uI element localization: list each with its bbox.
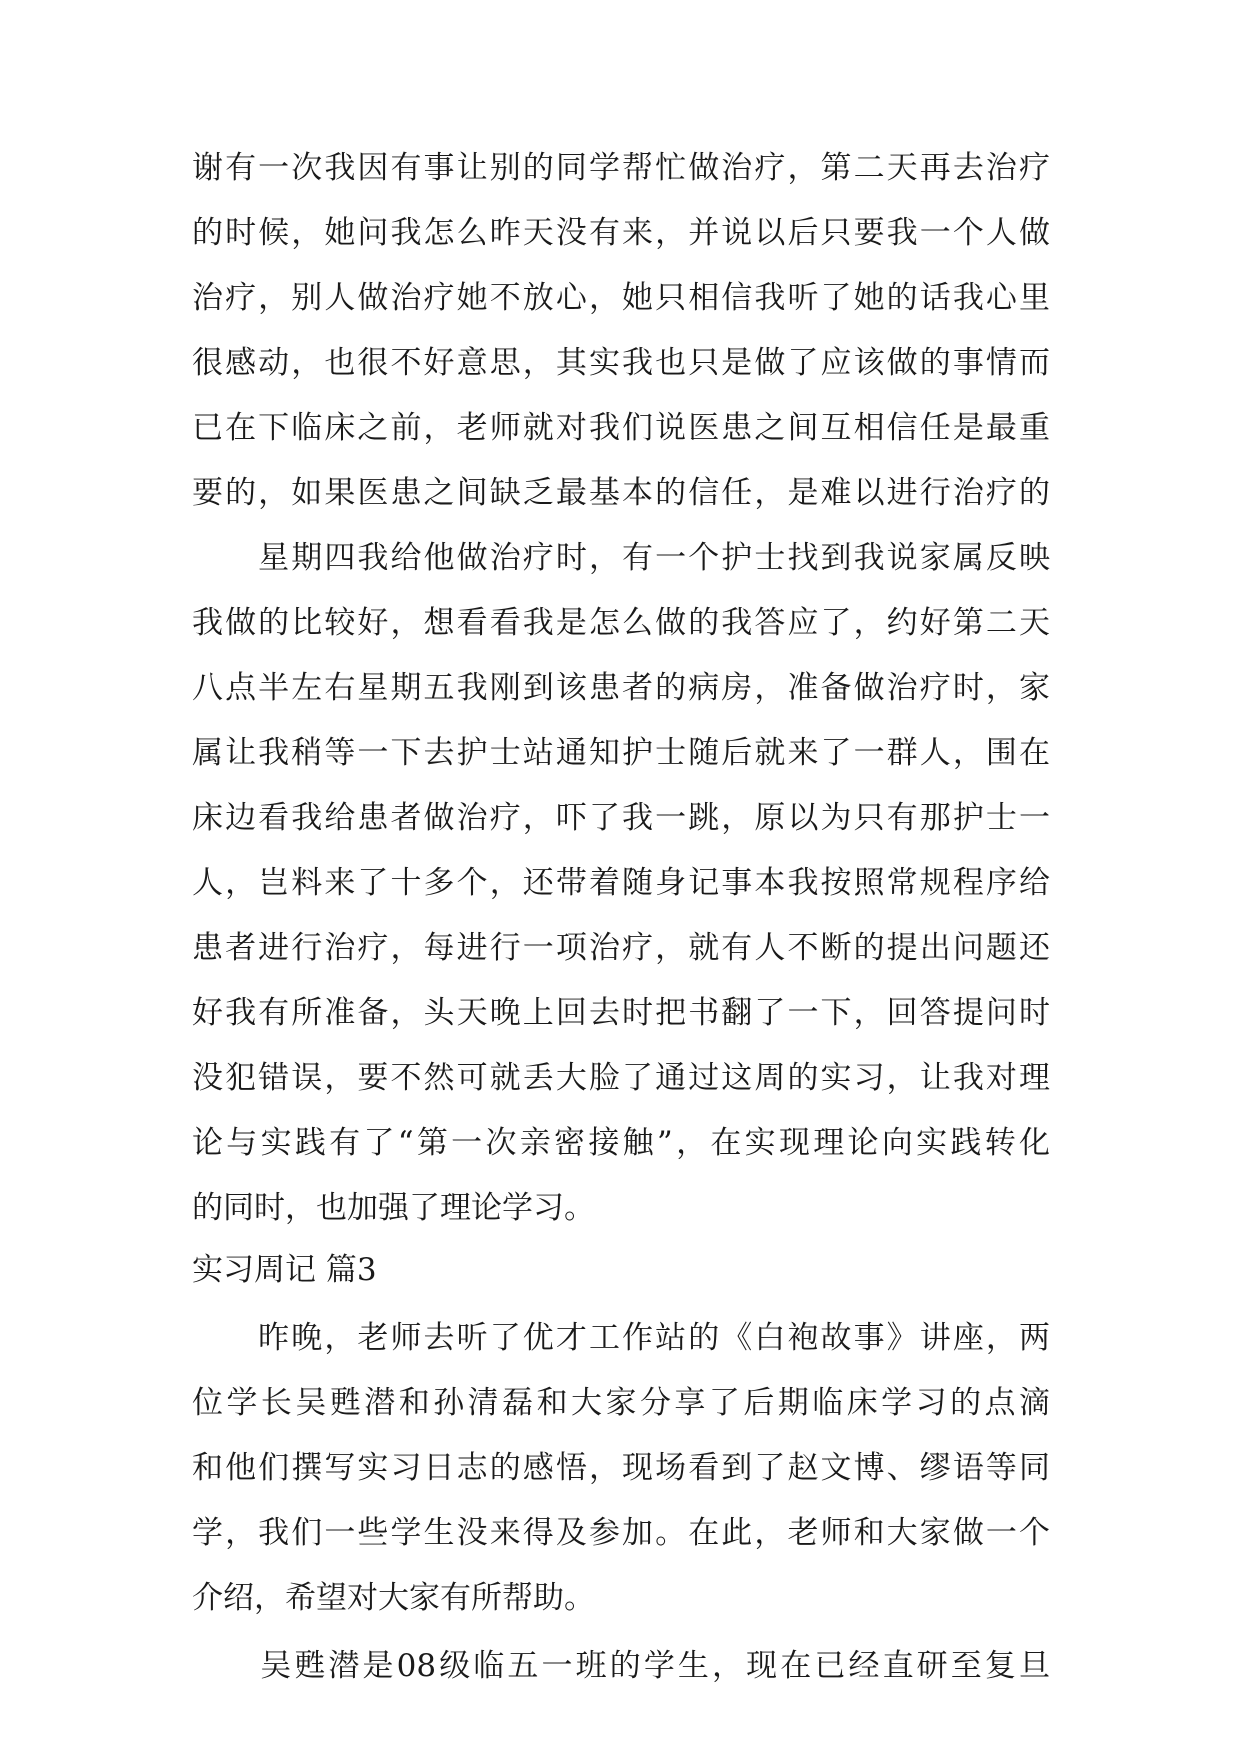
text-line: 谢有一次我因有事让别的同学帮忙做治疗，第二天再去治疗 bbox=[192, 150, 1050, 186]
text-line: 患者进行治疗，每进行一项治疗，就有人不断的提出问题还 bbox=[192, 930, 1050, 966]
text-line: 论与实践有了“第一次亲密接触”，在实现理论向实践转化 bbox=[192, 1125, 1050, 1161]
text-line: 很感动，也很不好意思，其实我也只是做了应该做的事情而 bbox=[192, 345, 1050, 381]
text-line: 的时候，她问我怎么昨天没有来，并说以后只要我一个人做 bbox=[192, 215, 1050, 251]
text-line: 属让我稍等一下去护士站通知护士随后就来了一群人，围在 bbox=[192, 735, 1050, 771]
text-line: 要的，如果医患之间缺乏最基本的信任，是难以进行治疗的 bbox=[192, 475, 1050, 511]
text-line: 昨晚，老师去听了优才工作站的《白袍故事》讲座，两 bbox=[192, 1320, 1050, 1356]
section-heading: 实习周记 篇3 bbox=[192, 1252, 377, 1288]
text-line: 的同时，也加强了理论学习。 bbox=[192, 1190, 595, 1226]
text-line: 介绍，希望对大家有所帮助。 bbox=[192, 1580, 595, 1616]
text-line: 星期四我给他做治疗时，有一个护士找到我说家属反映 bbox=[192, 540, 1050, 576]
text-line: 和他们撰写实习日志的感悟，现场看到了赵文博、缪语等同 bbox=[192, 1450, 1050, 1486]
text-line: 八点半左右星期五我刚到该患者的病房，准备做治疗时，家 bbox=[192, 670, 1050, 706]
text-line: 没犯错误，要不然可就丢大脸了通过这周的实习，让我对理 bbox=[192, 1060, 1050, 1096]
text-line: 治疗，别人做治疗她不放心，她只相信我听了她的话我心里 bbox=[192, 280, 1050, 316]
text-line: 已在下临床之前，老师就对我们说医患之间互相信任是最重 bbox=[192, 410, 1050, 446]
text-line: 我做的比较好，想看看我是怎么做的我答应了，约好第二天 bbox=[192, 605, 1050, 641]
text-line: 位学长吴甦潜和孙清磊和大家分享了后期临床学习的点滴 bbox=[192, 1385, 1050, 1421]
text-line: 学，我们一些学生没来得及参加。在此，老师和大家做一个 bbox=[192, 1515, 1050, 1551]
text-line: 床边看我给患者做治疗，吓了我一跳，原以为只有那护士一 bbox=[192, 800, 1050, 836]
text-line: 吴甦潜是08级临五一班的学生，现在已经直研至复旦 bbox=[192, 1648, 1050, 1684]
text-line: 人，岂料来了十多个，还带着随身记事本我按照常规程序给 bbox=[192, 865, 1050, 901]
text-line: 好我有所准备，头天晚上回去时把书翻了一下，回答提问时 bbox=[192, 995, 1050, 1031]
